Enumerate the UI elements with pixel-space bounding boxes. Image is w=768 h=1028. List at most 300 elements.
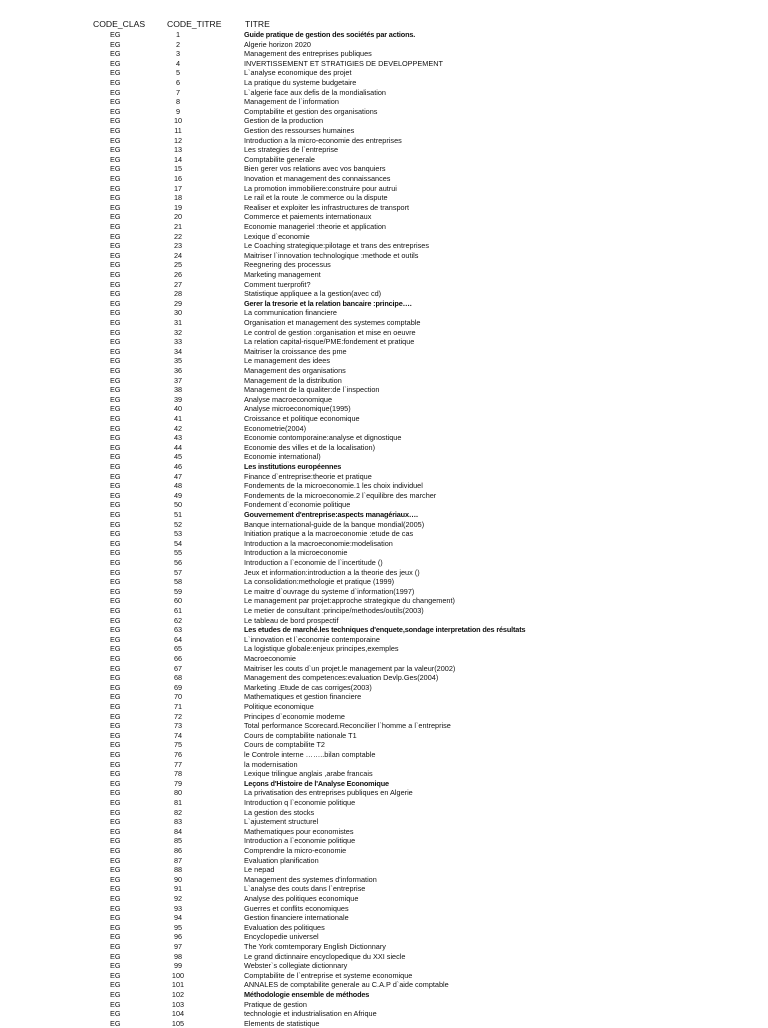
code-clas-cell: EG: [110, 606, 121, 615]
code-titre-cell: 95: [173, 922, 183, 932]
table-row: [0, 971, 768, 981]
titre-cell: Management de l`information: [244, 97, 339, 107]
code-clas-cell: EG: [110, 970, 121, 980]
code-clas-cell: EG: [110, 270, 121, 279]
code-clas-cell: EG: [110, 510, 121, 519]
table-row: [0, 404, 768, 414]
code-titre-cell: 102: [171, 990, 185, 999]
code-titre-cell: 104: [171, 1009, 185, 1019]
titre-cell: Fondements de la microeconomie.1 les choix individuel: [244, 481, 423, 491]
titre-cell: Gestion de la production: [244, 116, 324, 126]
titre-cell: Le maitre d`ouvrage du systeme d`information(1997): [244, 586, 415, 596]
code-titre-cell: 71: [173, 702, 183, 711]
code-clas-cell: EG: [110, 894, 121, 903]
titre-cell: Realiser et exploiter les infrastructures de transport: [244, 202, 410, 212]
code-titre-cell: 11: [174, 126, 182, 135]
code-clas-cell: EG: [110, 788, 121, 798]
titre-cell: Jeux et information:introduction a la theorie des jeux (): [244, 567, 420, 577]
table-row: [0, 88, 768, 98]
titre-cell: Pratique de gestion: [244, 999, 307, 1009]
titre-cell: Les etudes de marché.les techniques d'enquete,sondage interpretation des résultats: [244, 625, 526, 635]
table-row: [0, 740, 768, 750]
code-titre-cell: 9: [175, 106, 181, 116]
code-clas-cell: EG: [110, 942, 121, 951]
code-clas-cell: EG: [110, 558, 121, 567]
table-row: [0, 462, 768, 472]
table-row: [0, 539, 768, 549]
table-row: [0, 817, 768, 827]
titre-cell: Le Coaching strategique:pilotage et trans des entreprises: [244, 241, 429, 251]
titre-cell: Comptabilite de l`entreprise et systeme economique: [244, 970, 413, 980]
code-titre-cell: 28: [173, 289, 183, 299]
code-titre-cell: 2: [175, 39, 181, 49]
code-titre-cell: 36: [173, 366, 183, 375]
code-clas-cell: EG: [110, 673, 121, 683]
table-row: [0, 769, 768, 779]
table-row: [0, 251, 768, 261]
code-titre-cell: 85: [173, 836, 183, 846]
code-titre-cell: 48: [173, 481, 183, 491]
code-clas-cell: EG: [110, 346, 121, 356]
titre-cell: L`innovation et l`economie contemporaine: [244, 634, 380, 644]
table-row: [0, 414, 768, 424]
titre-cell: Fondements de la microeconomie.2 l`equilibre des marcher: [244, 490, 437, 500]
code-titre-cell: 97: [173, 942, 183, 951]
titre-cell: Economie contomporaine:analyse et dignostique: [244, 433, 402, 443]
code-clas-cell: EG: [110, 490, 121, 500]
titre-cell: Le rail et la route .le commerce ou la dispute: [244, 193, 388, 203]
titre-cell: Economie international): [244, 452, 321, 462]
titre-cell: Finance d`entreprise:theorie et pratique: [244, 471, 372, 481]
code-titre-cell: 59: [173, 586, 183, 596]
code-clas-cell: EG: [110, 212, 121, 222]
code-clas-cell: EG: [110, 586, 121, 596]
table-row: [0, 692, 768, 702]
table-row: [0, 913, 768, 923]
table-row: [0, 664, 768, 674]
code-clas-cell: EG: [110, 49, 121, 59]
code-titre-cell: 32: [173, 327, 183, 337]
code-titre-cell: 68: [173, 673, 183, 683]
code-titre-cell: 80: [173, 788, 183, 798]
table-row: [0, 548, 768, 558]
table-row: [0, 366, 768, 376]
titre-cell: Initiation pratique a la macroeconomie :etude de cas: [244, 529, 414, 539]
titre-cell: ANNALES de comptabilite generale au C.A.P d`aide comptable: [244, 980, 449, 990]
table-row: [0, 750, 768, 760]
titre-cell: Méthodologie ensemble de méthodes: [244, 990, 370, 999]
titre-cell: Croissance et politique economique: [244, 414, 360, 423]
table-row: [0, 721, 768, 731]
titre-cell: Economie des villes et de la localisation): [244, 442, 376, 452]
titre-cell: Politique economique: [244, 702, 314, 711]
table-row: [0, 798, 768, 808]
titre-cell: La communication financiere: [244, 308, 337, 318]
code-clas-cell: EG: [110, 615, 121, 625]
table-row: [0, 212, 768, 222]
table-row: [0, 308, 768, 318]
titre-cell: L`algerie face aux defis de la mondialisation: [244, 87, 386, 97]
code-clas-cell: EG: [110, 922, 121, 932]
table-row: [0, 731, 768, 741]
code-clas-cell: EG: [110, 855, 121, 865]
code-clas-cell: EG: [110, 423, 121, 433]
table-row: [0, 68, 768, 78]
code-clas-cell: EG: [110, 1018, 121, 1028]
code-clas-cell: EG: [110, 817, 121, 827]
code-clas-cell: EG: [110, 644, 121, 654]
code-clas-cell: EG: [110, 231, 121, 241]
titre-cell: Comptabilite generale: [244, 154, 315, 164]
code-titre-cell: 31: [173, 318, 183, 327]
code-titre-cell: 41: [173, 414, 183, 423]
code-clas-cell: EG: [110, 394, 121, 404]
code-clas-cell: EG: [110, 778, 121, 788]
table-row: [0, 875, 768, 885]
table-row: [0, 558, 768, 568]
code-clas-cell: EG: [110, 298, 121, 308]
code-clas-cell: EG: [110, 68, 121, 78]
code-clas-cell: EG: [110, 769, 121, 779]
titre-cell: Guide pratique de gestion des sociétés par actions.: [244, 30, 416, 39]
code-clas-cell: EG: [110, 711, 121, 721]
code-titre-cell: 93: [173, 903, 183, 913]
titre-cell: Lexique d`economie: [244, 231, 310, 241]
code-titre-cell: 67: [173, 663, 183, 673]
titre-cell: Introduction q l`economie politique: [244, 798, 356, 807]
code-titre-cell: 78: [173, 769, 183, 779]
code-clas-cell: EG: [110, 78, 121, 87]
code-clas-cell: EG: [110, 625, 121, 635]
code-titre-cell: 40: [173, 404, 183, 414]
code-titre-cell: 56: [173, 558, 183, 567]
code-titre-cell: 79: [173, 778, 183, 788]
table-row: [0, 520, 768, 530]
titre-cell: Gestion des ressourses humaines: [244, 126, 355, 135]
table-row: [0, 894, 768, 904]
titre-cell: Management des competences:evaluation Devlp.Ges(2004): [244, 673, 439, 683]
code-titre-cell: 17: [173, 183, 183, 193]
titre-cell: Mathematiques et gestion financiere: [244, 692, 362, 702]
code-titre-cell: 24: [173, 250, 183, 260]
code-titre-cell: 26: [173, 270, 183, 279]
code-clas-cell: EG: [110, 836, 121, 846]
code-titre-cell: 72: [173, 711, 183, 721]
titre-cell: Le nepad: [244, 865, 275, 875]
titre-cell: Marketing .Etude de cas corriges(2003): [244, 682, 372, 692]
titre-cell: Introduction a la micro-economie des entreprises: [244, 135, 402, 145]
code-titre-cell: 81: [173, 798, 183, 807]
code-clas-cell: EG: [110, 730, 121, 740]
titre-cell: Introduction a la macroeconomie:modelisation: [244, 538, 393, 548]
code-clas-cell: EG: [110, 250, 121, 260]
table-row: [0, 155, 768, 165]
code-titre-cell: 88: [173, 865, 183, 875]
titre-cell: Commerce et paiements internationaux: [244, 212, 372, 222]
code-titre-cell: 21: [173, 222, 183, 231]
code-titre-cell: 64: [173, 634, 183, 644]
code-clas-cell: EG: [110, 106, 121, 116]
code-clas-cell: EG: [110, 500, 121, 510]
code-clas-cell: EG: [110, 452, 121, 462]
titre-cell: Banque international-guide de la banque mondial(2005): [244, 519, 425, 529]
code-clas-cell: EG: [110, 577, 121, 587]
code-titre-cell: 3: [175, 49, 181, 59]
titre-cell: Elements de statistique: [244, 1018, 320, 1028]
code-clas-cell: EG: [110, 471, 121, 481]
table-row: [0, 59, 768, 69]
code-titre-cell: 65: [173, 644, 183, 654]
titre-cell: Bien gerer vos relations avec vos banquiers: [244, 164, 386, 174]
code-titre-cell: 50: [173, 500, 183, 510]
table-row: [0, 779, 768, 789]
code-titre-cell: 43: [173, 433, 183, 443]
header-titre: TITRE: [245, 19, 270, 29]
titre-cell: Comprendre la micro-economie: [244, 846, 347, 855]
table-row: [0, 193, 768, 203]
code-titre-cell: 15: [173, 164, 183, 174]
titre-cell: Le management des idees: [244, 356, 330, 366]
table-row: [0, 126, 768, 136]
table-row: [0, 203, 768, 213]
table-row: [0, 644, 768, 654]
table-row: [0, 385, 768, 395]
code-clas-cell: EG: [110, 154, 121, 164]
code-titre-cell: 60: [173, 596, 183, 606]
code-clas-cell: EG: [110, 884, 121, 894]
table-row: [0, 980, 768, 990]
titre-cell: Gerer la tresorie et la relation bancaire :principe….: [244, 298, 412, 308]
table-row: [0, 40, 768, 50]
table-row: [0, 952, 768, 962]
code-clas-cell: EG: [110, 327, 121, 337]
code-clas-cell: EG: [110, 759, 121, 769]
code-clas-cell: EG: [110, 961, 121, 971]
table-row: [0, 270, 768, 280]
titre-cell: Marketing management: [244, 270, 321, 279]
code-clas-cell: EG: [110, 366, 121, 375]
table-row: [0, 260, 768, 270]
code-clas-cell: EG: [110, 913, 121, 923]
code-titre-cell: 91: [173, 884, 183, 894]
table-row: [0, 635, 768, 645]
code-titre-cell: 45: [173, 452, 183, 462]
table-row: [0, 347, 768, 357]
code-titre-cell: 53: [173, 529, 183, 539]
table-row: [0, 923, 768, 933]
code-titre-cell: 22: [173, 231, 183, 241]
code-titre-cell: 90: [173, 874, 183, 884]
code-clas-cell: EG: [110, 174, 121, 183]
code-clas-cell: EG: [110, 202, 121, 212]
code-titre-cell: 23: [173, 241, 183, 251]
code-clas-cell: EG: [110, 442, 121, 452]
code-titre-cell: 54: [173, 538, 183, 548]
table-row: [0, 136, 768, 146]
table-row: [0, 606, 768, 616]
titre-cell: Macroeconomie: [244, 654, 296, 663]
code-titre-cell: 74: [173, 730, 183, 740]
table-row: [0, 356, 768, 366]
table-row: [0, 568, 768, 578]
code-clas-cell: EG: [110, 433, 121, 443]
table-row: [0, 702, 768, 712]
table-row: [0, 481, 768, 491]
titre-cell: Les strategies de l`entreprise: [244, 145, 339, 155]
table-row: [0, 836, 768, 846]
table-row: [0, 500, 768, 510]
code-titre-cell: 57: [173, 567, 183, 577]
table-row: [0, 846, 768, 856]
code-clas-cell: EG: [110, 903, 121, 913]
code-titre-cell: 52: [173, 519, 183, 529]
code-titre-cell: 18: [173, 193, 183, 203]
code-titre-cell: 12: [173, 135, 183, 145]
titre-cell: Guerres et conflits economiques: [244, 903, 349, 913]
titre-cell: Analyse macroeconomique: [244, 394, 333, 404]
table-row: [0, 961, 768, 971]
table-row: [0, 760, 768, 770]
titre-cell: Maitriser les couts d`un projet.le management par la valeur(2002): [244, 663, 456, 673]
code-titre-cell: 101: [171, 980, 185, 990]
code-clas-cell: EG: [110, 337, 121, 347]
code-clas-cell: EG: [110, 318, 121, 327]
titre-cell: Management des systemes d'information: [244, 874, 377, 884]
titre-cell: The York comtemporary English Dictionnary: [244, 942, 386, 951]
code-clas-cell: EG: [110, 826, 121, 836]
code-titre-cell: 10: [173, 116, 183, 126]
code-clas-cell: EG: [110, 279, 121, 289]
titre-cell: Principes d`economie moderne: [244, 711, 345, 721]
titre-cell: Analyse des politiques economique: [244, 894, 359, 903]
code-clas-cell: EG: [110, 596, 121, 606]
code-clas-cell: EG: [110, 289, 121, 299]
code-clas-cell: EG: [110, 721, 121, 731]
table-row: [0, 299, 768, 309]
code-clas-cell: EG: [110, 634, 121, 644]
code-clas-cell: EG: [110, 193, 121, 203]
titre-cell: Comptabilite et gestion des organisations: [244, 106, 378, 116]
code-clas-cell: EG: [110, 385, 121, 395]
header-code-clas: CODE_CLAS: [93, 19, 146, 29]
table-row: [0, 424, 768, 434]
titre-cell: le Controle interne ……..bilan comptable: [244, 750, 376, 759]
table-row: [0, 174, 768, 184]
code-clas-cell: EG: [110, 97, 121, 107]
table-row: [0, 827, 768, 837]
code-titre-cell: 29: [173, 298, 183, 308]
code-clas-cell: EG: [110, 999, 121, 1009]
table-row: [0, 376, 768, 386]
code-titre-cell: 55: [173, 548, 183, 558]
titre-cell: Statistique appliquee a la gestion(avec cd): [244, 289, 382, 299]
titre-cell: La gestion des stocks: [244, 807, 315, 817]
code-clas-cell: EG: [110, 865, 121, 875]
code-titre-cell: 51: [173, 510, 183, 519]
code-titre-cell: 62: [173, 615, 183, 625]
code-titre-cell: 82: [173, 807, 183, 817]
code-clas-cell: EG: [110, 126, 121, 135]
code-titre-cell: 103: [171, 999, 185, 1009]
table-row: [0, 856, 768, 866]
code-clas-cell: EG: [110, 654, 121, 663]
code-titre-cell: 33: [173, 337, 183, 347]
table-row: [0, 232, 768, 242]
code-titre-cell: 7: [175, 87, 181, 97]
table-row: [0, 884, 768, 894]
code-clas-cell: EG: [110, 414, 121, 423]
titre-cell: La privatisation des entreprises publiques en Algerie: [244, 788, 413, 798]
titre-cell: Evaluation planification: [244, 855, 319, 865]
titre-cell: Lexique trilingue anglais ,arabe francais: [244, 769, 373, 779]
code-titre-cell: 75: [173, 740, 183, 750]
code-clas-cell: EG: [110, 356, 121, 366]
table-row: [0, 280, 768, 290]
code-clas-cell: EG: [110, 260, 121, 270]
table-row: [0, 990, 768, 1000]
code-clas-cell: EG: [110, 135, 121, 145]
table-row: [0, 337, 768, 347]
table-row: [0, 164, 768, 174]
titre-cell: Maitriser la croissance des pme: [244, 346, 347, 356]
code-titre-cell: 99: [173, 961, 183, 971]
table-row: [0, 788, 768, 798]
code-clas-cell: EG: [110, 462, 121, 471]
code-titre-cell: 83: [173, 817, 183, 827]
code-clas-cell: EG: [110, 750, 121, 759]
code-titre-cell: 19: [173, 202, 183, 212]
code-titre-cell: 66: [173, 654, 183, 663]
code-clas-cell: EG: [110, 1009, 121, 1019]
code-clas-cell: EG: [110, 116, 121, 126]
table-row: [0, 654, 768, 664]
titre-cell: Inovation et management des connaissances: [244, 174, 391, 183]
code-titre-cell: 49: [173, 490, 183, 500]
table-row: [0, 942, 768, 952]
code-titre-cell: 8: [175, 97, 181, 107]
code-titre-cell: 58: [173, 577, 183, 587]
titre-cell: Management des entreprises publiques: [244, 49, 372, 59]
code-clas-cell: EG: [110, 548, 121, 558]
code-titre-cell: 96: [173, 932, 183, 942]
code-clas-cell: EG: [110, 164, 121, 174]
code-clas-cell: EG: [110, 58, 121, 68]
code-clas-cell: EG: [110, 145, 121, 155]
code-titre-cell: 87: [173, 855, 183, 865]
titre-cell: Fondement d`economie politique: [244, 500, 351, 510]
table-row: [0, 932, 768, 942]
table-row: [0, 865, 768, 875]
titre-cell: Le tableau de bord prospectif: [244, 615, 339, 625]
code-titre-cell: 105: [171, 1018, 185, 1028]
header-code-titre: CODE_TITRE: [167, 19, 222, 29]
table-row: [0, 107, 768, 117]
table-row: [0, 452, 768, 462]
table-row: [0, 616, 768, 626]
titre-cell: Le grand dictinnaire encyclopedique du XXI siecle: [244, 951, 406, 961]
titre-cell: Le control de gestion :organisation et mise en oeuvre: [244, 327, 416, 337]
code-titre-cell: 20: [173, 212, 183, 222]
table-row: [0, 328, 768, 338]
titre-cell: Reegnering des processus: [244, 260, 331, 270]
table-row: [0, 184, 768, 194]
titre-cell: Gestion financiere internationale: [244, 913, 349, 923]
code-clas-cell: EG: [110, 375, 121, 385]
code-clas-cell: EG: [110, 740, 121, 750]
titre-cell: Analyse microeconomique(1995): [244, 404, 351, 414]
code-titre-cell: 70: [173, 692, 183, 702]
code-clas-cell: EG: [110, 222, 121, 231]
